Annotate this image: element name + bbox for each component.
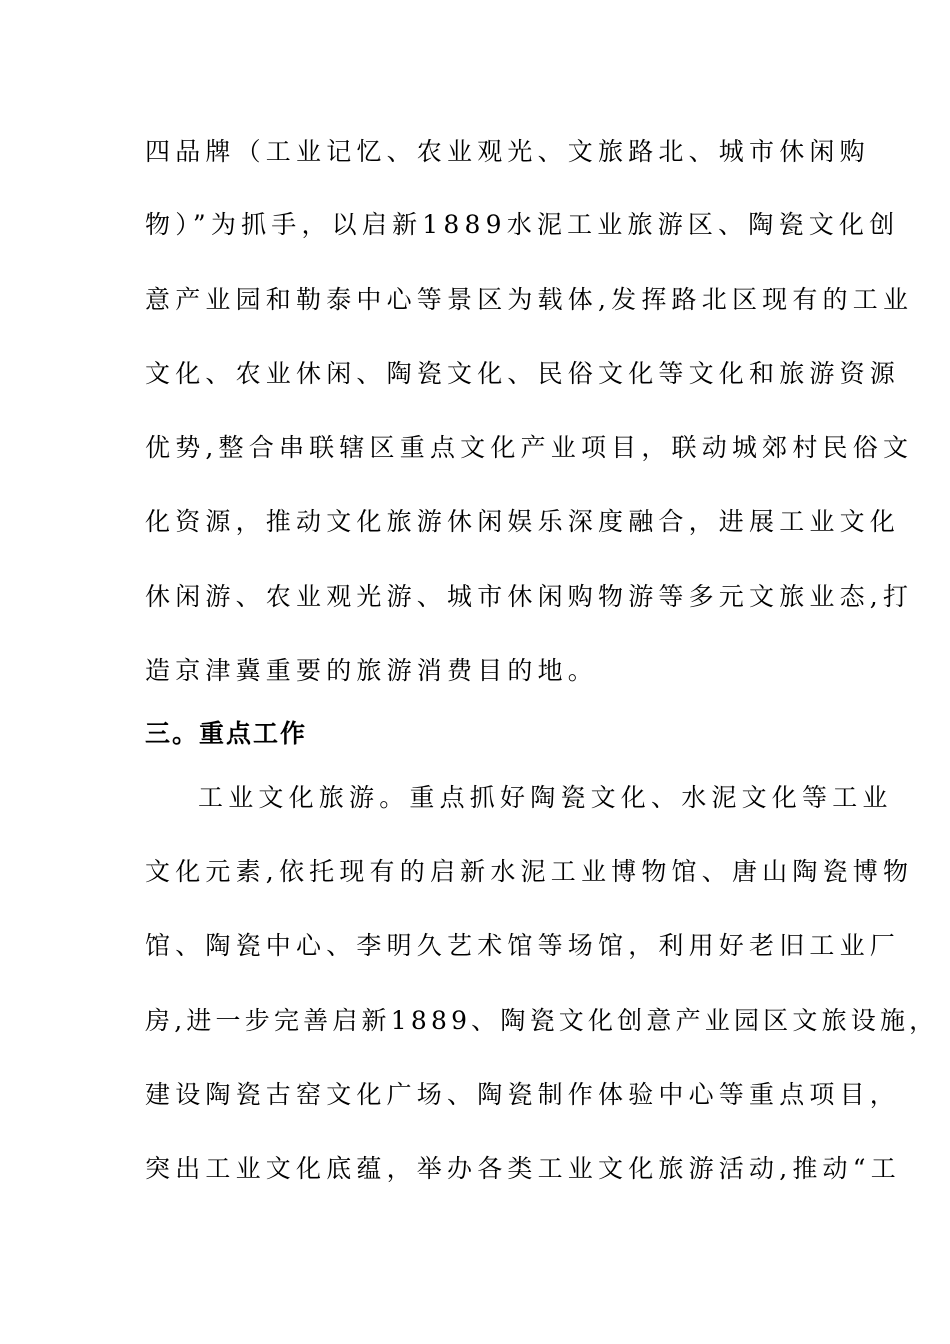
- section-heading: 三。重点工作: [145, 719, 308, 748]
- paragraph-line: 优势,整合串联辖区重点文化产业项目，联动城郊村民俗文: [145, 433, 914, 462]
- paragraph-line: 休闲游、农业观光游、城市休闲购物游等多元文旅业态,打: [145, 582, 914, 611]
- paragraph-line: 化资源，推动文化旅游休闲娱乐深度融合，进展工业文化: [145, 507, 901, 536]
- paragraph-line: 造京津冀重要的旅游消费目的地。: [145, 656, 599, 685]
- paragraph-line: 房,进一步完善启新1889、陶瓷文化创意产业园区文旅设施，: [145, 1006, 939, 1035]
- paragraph-line: 建设陶瓷古窑文化广场、陶瓷制作体验中心等重点项目，: [145, 1080, 901, 1109]
- paragraph-line: 物）”为抓手，以启新1889水泥工业旅游区、陶瓷文化创: [145, 210, 900, 239]
- paragraph-line: 馆、陶瓷中心、李明久艺术馆等场馆，利用好老旧工业厂: [145, 931, 901, 960]
- paragraph-line: 文化元素,依托现有的启新水泥工业博物馆、唐山陶瓷博物: [145, 857, 914, 886]
- paragraph-line: 文化、农业休闲、陶瓷文化、民俗文化等文化和旅游资源: [145, 359, 901, 388]
- paragraph-line: 突出工业文化底蕴，举办各类工业文化旅游活动,推动“工: [145, 1154, 901, 1183]
- paragraph-line: 意产业园和勒泰中心等景区为载体,发挥路北区现有的工业: [145, 285, 914, 314]
- paragraph-line: 工业文化旅游。重点抓好陶瓷文化、水泥文化等工业: [198, 783, 893, 812]
- paragraph-line: 四品牌（工业记忆、农业观光、文旅路北、城市休闲购: [145, 137, 870, 166]
